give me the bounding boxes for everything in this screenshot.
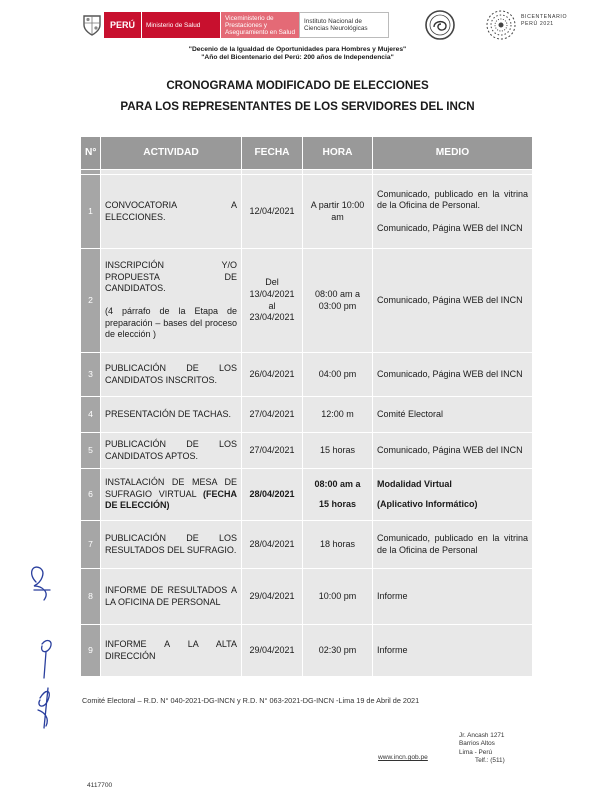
institute-label: Instituto Nacional de Ciencias Neurológicas: [299, 12, 389, 38]
row-activity: PUBLICACIÓN DE LOS CANDIDATOS APTOS.: [101, 433, 242, 469]
footer-address: [459, 732, 505, 765]
row-time: 02:30 pm: [303, 625, 373, 677]
row-activity: INFORME A LA ALTA DIRECCIÓN: [101, 625, 242, 677]
row-time: 18 horas: [303, 521, 373, 569]
incn-logo-icon: [424, 9, 456, 41]
row-activity-main: INSTALACIÓN DE MESA DE SUFRAGIO VIRTUAL: [105, 477, 237, 499]
row-activity-note: (4 párrafo de la Etapa de preparación – bases del proceso de elección ): [105, 306, 237, 340]
decenio-line2: "Año del Bicentenario del Perú: 200 años de Independencia": [201, 54, 394, 62]
document-title-line2: PARA LOS REPRESENTANTES DE LOS SERVIDORES DEL INCN: [120, 100, 475, 113]
row-time: 08:00 am a 03:00 pm: [303, 249, 373, 353]
row-activity: PUBLICACIÓN DE LOS RESULTADOS DEL SUFRAGIO.: [101, 521, 242, 569]
row-number: 9: [81, 625, 101, 677]
row-medium: Informe: [373, 625, 533, 677]
bicentenario-line2: PERÚ 2021: [521, 20, 554, 27]
row-time: 12:00 m: [303, 397, 373, 433]
decenio-heading: [0, 46, 595, 63]
row-date: 12/04/2021: [242, 175, 303, 249]
row-medium: Informe: [373, 569, 533, 625]
row-medium: Comunicado, Página WEB del INCN: [373, 249, 533, 353]
row-medium: Comunicado, Página WEB del INCN: [373, 433, 533, 469]
document-title-line1: CRONOGRAMA MODIFICADO DE ELECCIONES: [166, 79, 429, 92]
address-line: Jr. Ancash 1271: [459, 732, 505, 739]
footer-committee-note: Comité Electoral – R.D. N° 040-2021-DG-INCN y R.D. N° 063-2021-DG-INCN -Lima 19 de Abril de 2021: [82, 696, 420, 705]
handwritten-initials: [22, 560, 66, 730]
row-date: Del 13/04/2021 al 23/04/2021: [242, 249, 303, 353]
row-number: 6: [81, 469, 101, 521]
table-row: [81, 397, 533, 433]
header-date: FECHA: [242, 137, 303, 170]
schedule-table: [80, 136, 533, 677]
row-medium: Comunicado, Página WEB del INCN: [373, 353, 533, 397]
row-medium: [373, 469, 533, 521]
row-activity: CONVOCATORIA A ELECCIONES.: [101, 175, 242, 249]
row-medium-line1: Comunicado, publicado en la vitrina de la Oficina de Personal.: [377, 188, 528, 211]
row-number: 8: [81, 569, 101, 625]
row-medium: Comunicado, publicado en la vitrina de la Oficina de Personal: [373, 521, 533, 569]
row-activity-main: INSCRIPCIÓN Y/O PROPUESTA DE CANDIDATOS.: [105, 260, 237, 294]
website-link[interactable]: www.incn.gob.pe: [378, 754, 428, 761]
address-line: Telf.: (511): [475, 756, 505, 764]
row-number: 3: [81, 353, 101, 397]
table-row: [81, 625, 533, 677]
row-date: 29/04/2021: [242, 625, 303, 677]
row-number: 1: [81, 175, 101, 249]
row-activity: INFORME DE RESULTADOS A LA OFICINA DE PERSONAL: [101, 569, 242, 625]
address-line: Barrios Altos: [459, 740, 495, 748]
row-medium-line2: Comunicado, Página WEB del INCN: [377, 222, 523, 233]
header-medium: MEDIO: [373, 137, 533, 170]
bicentenario-logo-icon: [484, 8, 518, 42]
coat-of-arms-icon: [80, 12, 104, 38]
row-activity-emphasis: (FECHA DE ELECCIÓN): [105, 488, 237, 511]
address-line: Lima - Perú: [459, 748, 493, 756]
row-medium: [373, 175, 533, 249]
row-date: 27/04/2021: [242, 397, 303, 433]
government-header: [80, 12, 389, 38]
row-date: 28/04/2021: [242, 521, 303, 569]
row-medium-line1: Modalidad Virtual: [377, 478, 452, 489]
table-row: [81, 353, 533, 397]
row-medium: Comité Electoral: [373, 397, 533, 433]
row-number: 5: [81, 433, 101, 469]
table-row: [81, 249, 533, 353]
header-activity: ACTIVIDAD: [101, 137, 242, 170]
row-time-line2: 15 horas: [318, 498, 357, 509]
table-row: [81, 569, 533, 625]
row-time: [303, 469, 373, 521]
header-number: N°: [81, 137, 101, 170]
row-medium-line2: (Aplicativo Informático): [377, 498, 478, 509]
ministry-label: Ministerio de Salud: [141, 12, 220, 38]
row-date: 28/04/2021: [242, 469, 303, 521]
row-date: 27/04/2021: [242, 433, 303, 469]
bicentenario-line1: BICENTENARIO: [521, 14, 568, 20]
table-row: [81, 175, 533, 249]
table-header-row: [81, 137, 533, 170]
vice-ministry-label: Viceministerio de Prestaciones y Aseguramiento en Salud: [220, 12, 299, 38]
row-date: 26/04/2021: [242, 353, 303, 397]
row-time-line1: 08:00 am a: [314, 478, 361, 489]
bicentenario-label: [521, 14, 567, 27]
row-activity: PUBLICACIÓN DE LOS CANDIDATOS INSCRITOS.: [101, 353, 242, 397]
row-time: 10:00 pm: [303, 569, 373, 625]
row-time: 15 horas: [303, 433, 373, 469]
row-number: 4: [81, 397, 101, 433]
row-time: 04:00 pm: [303, 353, 373, 397]
table-row: [81, 433, 533, 469]
row-activity: [101, 249, 242, 353]
row-activity: [101, 469, 242, 521]
row-time: A partir 10:00 am: [303, 175, 373, 249]
row-date: 29/04/2021: [242, 569, 303, 625]
table-row: [81, 521, 533, 569]
header-time: HORA: [303, 137, 373, 170]
row-number: 2: [81, 249, 101, 353]
row-number: 7: [81, 521, 101, 569]
decenio-line1: "Decenio de la Igualdad de Oportunidades para Hombres y Mujeres": [188, 46, 407, 53]
footer-code: 4117700: [87, 782, 113, 789]
country-label: PERÚ: [104, 12, 141, 38]
row-activity: PRESENTACIÓN DE TACHAS.: [101, 397, 242, 433]
table-row: [81, 469, 533, 521]
